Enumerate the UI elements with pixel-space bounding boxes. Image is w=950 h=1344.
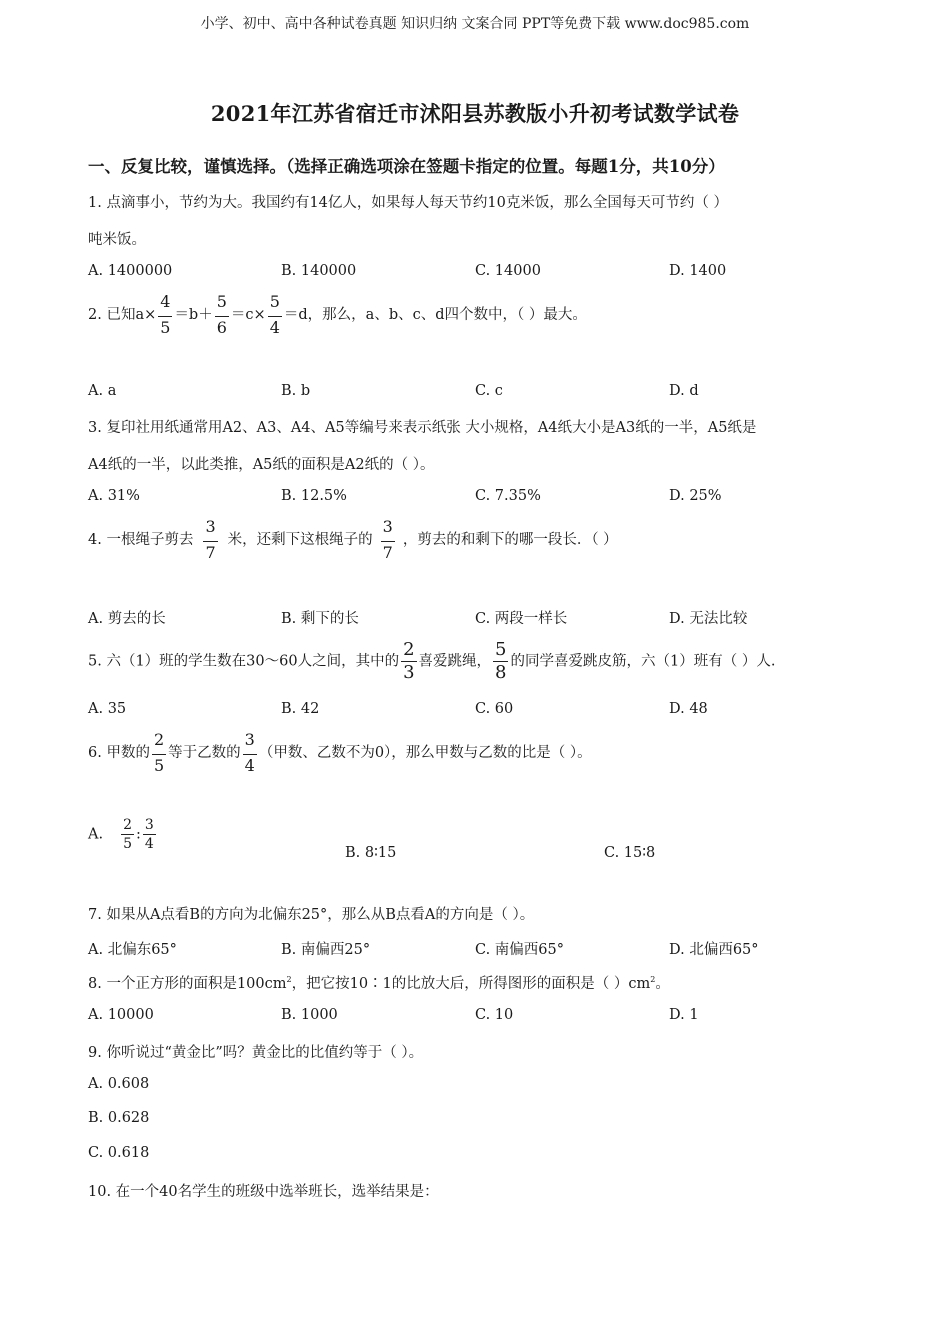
question-7-option-c: C. 南偏西65° [475, 942, 564, 958]
question-4: 4. 一根绳子剪去 $\frac{3}{7}$ 米，还剩下这根绳子的 $\frac{3}{7}$ ，剪去的和剩下的哪一段长．（ ） [88, 517, 618, 562]
question-5-option-c: C. 60 [475, 701, 514, 717]
question-4-option-b: B. 剩下的长 [281, 611, 359, 627]
question-8-option-d: D. 1 [669, 1007, 699, 1023]
question-1-option-d: D. 1400 [669, 263, 727, 279]
fraction-3-7: $\frac{3}{7}$ [205, 517, 216, 562]
question-3-option-c: C. 7.35% [475, 488, 541, 504]
question-2-option-d: D. d [669, 383, 699, 399]
question-2-option-c: C. c [475, 383, 503, 399]
question-6: 6. 甲数的 $\frac{2}{5}$ 等于乙数的 $\frac{3}{4}$ （甲数、乙数不为0），那么甲数与乙数的比是（ ）。 [88, 730, 592, 775]
question-7-option-d: D. 北偏西65° [669, 942, 759, 958]
question-8-option-b: B. 1000 [281, 1007, 338, 1023]
question-2: 2. 已知a× $\frac{4}{5}$ ＝b＋ $\frac{5}{6}$ ＝c× $\frac{5}{4}$ ＝d，那么，a、b、c、d四个数中，（ ）最大。 [88, 292, 587, 337]
question-9: 9. 你听说过“黄金比”吗？黄金比的比值约等于（ ）。 [88, 1045, 424, 1061]
question-7-option-b: B. 南偏西25° [281, 942, 371, 958]
fraction-4-5: $\frac{4}{5}$ [160, 292, 171, 337]
question-3-option-d: D. 25% [669, 488, 722, 504]
question-8: 8. 一个正方形的面积是$100cm^2$，把它按10∶1的比放大后，所得图形的面积是（ ）$cm^2$。 [88, 975, 670, 992]
question-8-option-a: A. 10000 [88, 1007, 154, 1023]
question-3-option-b: B. 12.5% [281, 488, 347, 504]
fraction-3-4: $\frac{3}{4}$ [244, 730, 255, 775]
question-1-option-c: C. 14000 [475, 263, 541, 279]
question-1-line-1: 1. 点滴事小，节约为大。我国约有14亿人，如果每人每天节约10克米饭，那么全国每天可节约（ ） [88, 195, 728, 211]
question-5-option-b: B. 42 [281, 701, 320, 717]
question-3-option-a: A. 31% [88, 488, 140, 504]
fraction-2-3: $\frac{2}{3}$ [403, 639, 415, 683]
question-9-option-c: C. 0.618 [88, 1145, 150, 1161]
question-9-option-b: B. 0.628 [88, 1110, 150, 1126]
question-2-prefix: 2. 已知a× [88, 307, 157, 323]
question-3-line-2: A4纸的一半，以此类推，A5纸的面积是A2纸的（ ）。 [88, 457, 435, 473]
option-a-fraction-3-4: $\frac{3}{4}$ [144, 817, 154, 852]
question-9-option-a: A. 0.608 [88, 1076, 150, 1092]
question-4-option-c: C. 两段一样长 [475, 611, 568, 627]
question-4-option-a: A. 剪去的长 [88, 611, 166, 627]
section-heading: 一、反复比较，谨慎选择。（选择正确选项涂在签题卡指定的位置。每题1分，共10分） [88, 157, 725, 176]
question-5-option-a: A. 35 [88, 701, 127, 717]
fraction-5-4: $\frac{5}{4}$ [269, 292, 280, 337]
question-1-option-b: B. 140000 [281, 263, 357, 279]
question-6-option-a: A. $\frac{2}{5}$ : $\frac{3}{4}$ [88, 817, 154, 852]
question-3-line-1: 3. 复印社用纸通常用A2、A3、A4、A5等编号来表示纸张 大小规格，A4纸大小是A3纸的一半，A5纸是 [88, 420, 757, 436]
fraction-5-6: $\frac{5}{6}$ [216, 292, 227, 337]
fraction-3-7-second: $\frac{3}{7}$ [382, 517, 393, 562]
question-5-option-d: D. 48 [669, 701, 708, 717]
option-a-fraction-2-5: $\frac{2}{5}$ [123, 817, 133, 852]
fraction-5-8: $\frac{5}{8}$ [495, 639, 507, 683]
question-5: 5. 六（1）班的学生数在30～60人之间，其中的 $\frac{2}{3}$ 喜爱跳绳， $\frac{5}{8}$ 的同学喜爱跳皮筋，六（1）班有（ ）人. [88, 639, 776, 683]
question-8-option-c: C. 10 [475, 1007, 514, 1023]
question-4-option-d: D. 无法比较 [669, 611, 748, 627]
question-7-option-a: A. 北偏东65° [88, 942, 177, 958]
page-header: 小学、初中、高中各种试卷真题 知识归纳 文案合同 PPT等免费下载 www.doc985.com [200, 16, 750, 32]
question-6-option-c: C. 15∶8 [604, 845, 656, 861]
question-6-option-b: B. 8∶15 [345, 845, 397, 861]
question-2-option-b: B. b [281, 383, 311, 399]
question-2-option-a: A. a [88, 383, 117, 399]
fraction-2-5: $\frac{2}{5}$ [153, 730, 165, 775]
question-10: 10. 在一个40名学生的班级中选举班长，选举结果是： [88, 1184, 439, 1200]
question-1-line-2: 吨米饭。 [88, 232, 146, 248]
question-1-option-a: A. 1400000 [88, 263, 173, 279]
page-title: 2021年江苏省宿迁市沭阳县苏教版小升初考试数学试卷 [210, 101, 740, 126]
question-7: 7. 如果从A点看B的方向为北偏东25°，那么从B点看A的方向是（ ）。 [88, 907, 535, 923]
